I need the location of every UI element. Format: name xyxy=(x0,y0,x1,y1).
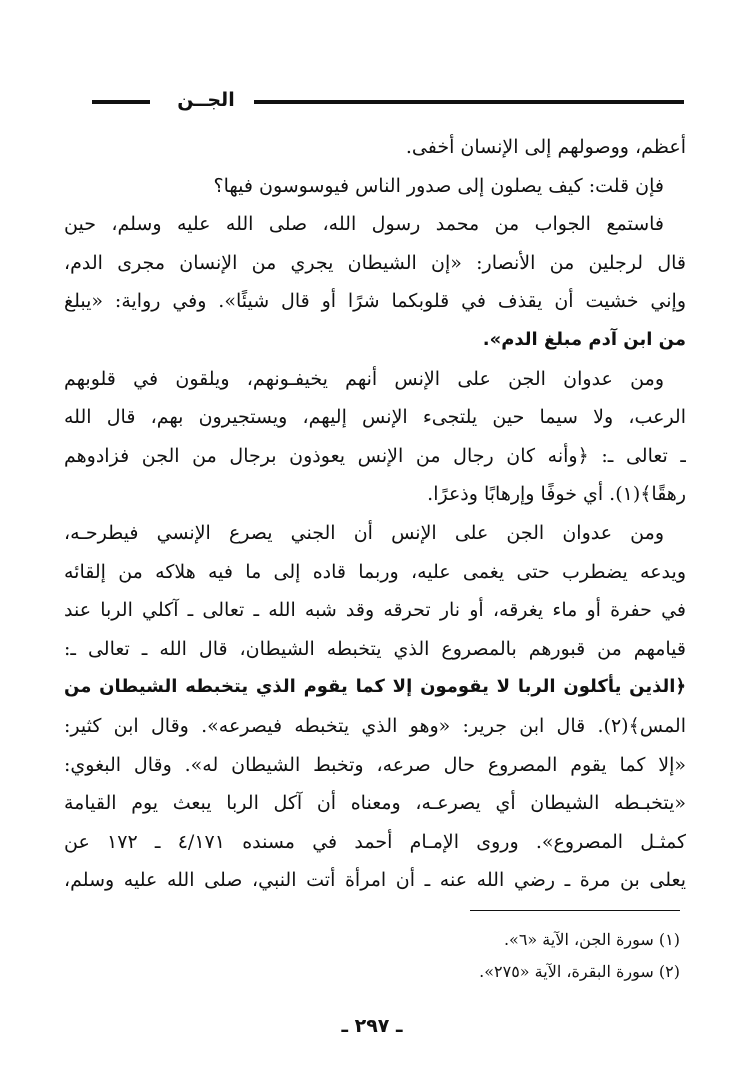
footnote-separator xyxy=(470,910,680,911)
footnotes xyxy=(70,924,680,988)
text-line: «يتخبـطه الشيطان أي يصرعـه، ومعناه أن آكل الربا يبعث يوم القيامة xyxy=(64,792,686,815)
text-line: وإني خشيت أن يقذف في قلوبكما شرًا أو قال شيئًا». وفي رواية: «يبلغ xyxy=(64,290,686,313)
text-line: ومن عدوان الجن على الإنس أنهم يخيفـونهم، ويلقون في قلوبهم xyxy=(64,367,664,390)
text-line: قيامهم من قبورهم بالمصروع الذي يتخبطه الشيطان، قال الله ـ تعالى ـ: xyxy=(64,637,686,660)
running-header-title: الجــن xyxy=(177,89,235,111)
text-line: يعلى بن مرة ـ رضي الله عنه ـ أن امرأة أتت النبي، صلى الله عليه وسلم، xyxy=(64,869,686,892)
text-line: «إلا كما يقوم المصروع حال صرعه، وتخبط الشيطان له». وقال البغوي: xyxy=(64,753,686,776)
running-header xyxy=(92,86,684,116)
text-line: كمثـل المصروع». وروى الإمـام أحمد في مسنده ٤/١٧١ ـ ١٧٢ عن xyxy=(64,830,686,853)
page-number: ـ ٢٩٧ ـ xyxy=(341,1015,403,1037)
text-line: ويدعه يضطرب حتى يغمى عليه، وربما قاده إلى ما فيه هلاكه من إلقائه xyxy=(64,560,686,583)
text-line: ـ تعالى ـ: ﴿وأنه كان رجال من الإنس يعوذون برجال من الجن فزادوهم xyxy=(64,444,686,467)
text-line: الرعب، ولا سيما حين يلتجىء الإنس إليهم، ويستجيرون بهم، قال الله xyxy=(64,406,686,429)
body-text xyxy=(64,128,686,900)
header-rule-left xyxy=(92,100,150,104)
text-line: فإن قلت: كيف يصلون إلى صدور الناس فيوسوسون فيها؟ xyxy=(213,174,664,197)
text-line: فاستمع الجواب من محمد رسول الله، صلى الله عليه وسلم، حين xyxy=(64,213,664,236)
text-line: قال لرجلين من الأنصار: «إن الشيطان يجري من الإنسان مجرى الدم، xyxy=(64,251,686,274)
footnote-2: (٢) سورة البقرة، الآية «٢٧٥». xyxy=(479,962,680,981)
text-line: من ابن آدم مبلغ الدم». xyxy=(482,328,686,350)
text-line: ومن عدوان الجن على الإنس أن الجني يصرع الإنسي فيطرحـه، xyxy=(64,521,664,544)
text-line: ﴿الذين يأكلون الربا لا يقومون إلا كما يقوم الذي يتخبطه الشيطان من xyxy=(64,676,686,698)
footnote-1: (١) سورة الجن، الآية «٦». xyxy=(503,930,680,949)
text-line: رهقًا﴾(١). أي خوفًا وإرهابًا وذعرًا. xyxy=(427,483,686,506)
text-line: أعظم، ووصولهم إلى الإنسان أخفى. xyxy=(405,136,686,158)
text-line: المس﴾(٢). قال ابن جرير: «وهو الذي يتخبطه فيصرعه». وقال ابن كثير: xyxy=(64,714,686,737)
header-rule-right xyxy=(254,100,684,104)
text-line: في حفرة أو ماء يغرقه، أو نار تحرقه وقد شبه الله ـ تعالى ـ آكلي الربا عند xyxy=(64,599,686,622)
